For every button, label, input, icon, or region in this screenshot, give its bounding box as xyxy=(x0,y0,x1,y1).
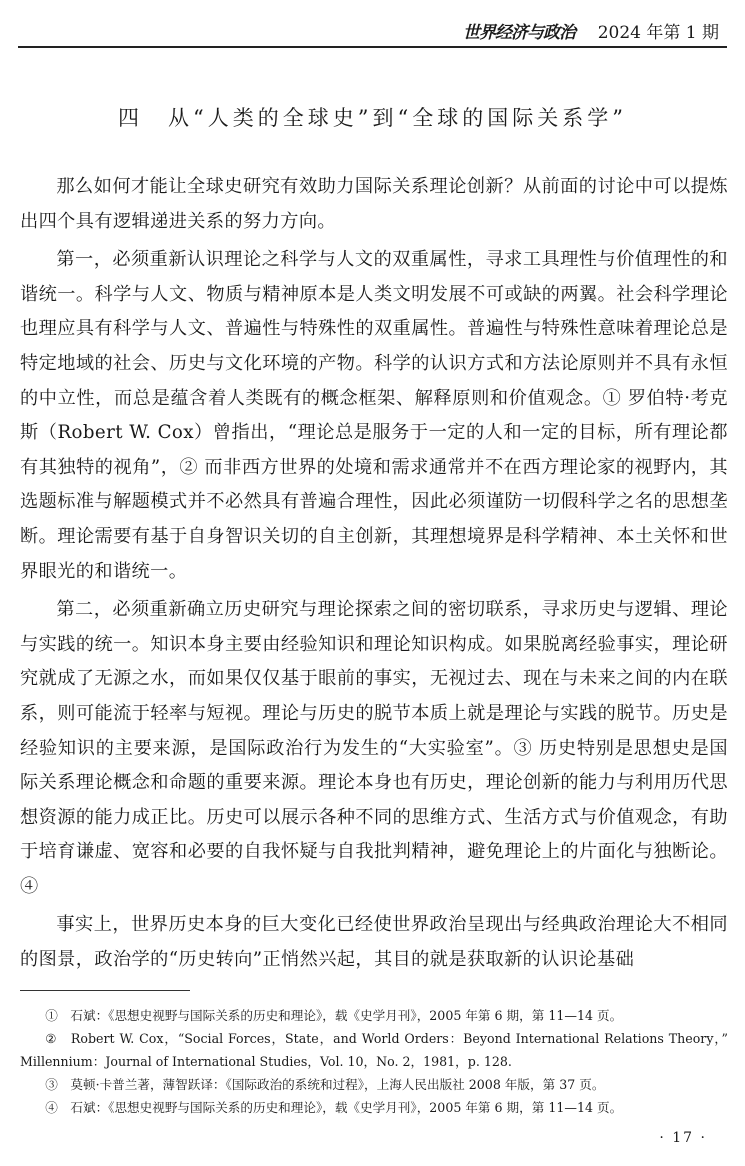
journal-name: 世界经济与政治 xyxy=(463,23,575,43)
paragraph: 第一，必须重新认识理论之科学与人文的双重属性，寻求工具理性与价值理性的和谐统一。科学与人文、物质与精神原本是人类文明发展不可或缺的两翼。社会科学理论也理应具有科学与人文、普遍性与特殊性的双重属性。普遍性与特殊性意味着理论总是特定地域的社会、历史与文化环境的产物。科学的认识方式和方法论原则并不具有永恒的中立性，而总是蕴含着人类既有的概念框架、解释原则和价值观念。① 罗伯特·考克斯（Robert W. Cox）曾指出，“理论总是服务于一定的人和一定的目标，所有理论都有其独特的视角”，② 而非西方世界的处境和需求通常并不在西方理论家的视野内，其选题标准与解题模式并不必然具有普遍合理性，因此必须谨防一切假科学之名的思想垄断。理论需要有基于自身智识关切的自主创新，其理想境界是科学精神、本土关怀和世界眼光的和谐统一。 xyxy=(20,249,728,582)
section-title: 四 从“人类的全球史”到“全球的国际关系学” xyxy=(118,106,627,130)
footnote: ① 石斌：《思想史视野与国际关系的历史和理论》，载《史学月刊》，2005 年第 6 期，第 11—14 页。 xyxy=(45,1008,623,1023)
footnote-rule xyxy=(20,990,190,991)
paragraph: 第二，必须重新确立历史研究与理论探索之间的密切联系，寻求历史与逻辑、理论与实践的统一。知识本身主要由经验知识和理论知识构成。如果脱离经验事实，理论研究就成了无源之水，而如果仅仅基于眼前的事实，无视过去、现在与未来之间的内在联系，则可能流于轻率与短视。理论与历史的脱节本质上就是理论与实践的脱节。历史是经验知识的主要来源，是国际政治行为发生的“大实验室”。③ 历史特别是思想史是国际关系理论概念和命题的重要来源。理论本身也有历史，理论创新的能力与利用历代思想资源的能力成正比。历史可以展示各种不同的思维方式、生活方式与价值观念，有助于培育谦虚、宽容和必要的自我怀疑与自我批判精神，避免理论上的片面化与独断论。④ xyxy=(20,599,728,897)
footnote: ④ 石斌：《思想史视野与国际关系的历史和理论》，载《史学月刊》，2005 年第 6 期，第 11—14 页。 xyxy=(45,1100,623,1115)
paragraph: 那么如何才能让全球史研究有效助力国际关系理论创新？从前面的讨论中可以提炼出四个具有逻辑递进关系的努力方向。 xyxy=(20,176,728,232)
issue-label: 2024 年第 1 期 xyxy=(597,23,719,43)
footnote: ② Robert W. Cox，“Social Forces，State，and World Orders：Beyond International Relations Theory，” Millennium：Journal of International Studies，Vol. 10，No. 2，1981，p. 128. xyxy=(20,1031,728,1069)
header-rule xyxy=(18,46,727,48)
footnote: ③ 莫顿·卡普兰著，薄智跃译：《国际政治的系统和过程》，上海人民出版社 2008 年版，第 37 页。 xyxy=(45,1077,605,1092)
paragraph: 事实上，世界历史本身的巨大变化已经使世界政治呈现出与经典政治理论大不相同的图景，政治学的“历史转向”正悄然兴起，其目的就是获取新的认识论基础 xyxy=(20,914,728,971)
body-text xyxy=(20,170,728,982)
running-header xyxy=(18,8,727,46)
page-number: · 17 · xyxy=(659,1130,707,1146)
footnotes xyxy=(20,1004,728,1119)
